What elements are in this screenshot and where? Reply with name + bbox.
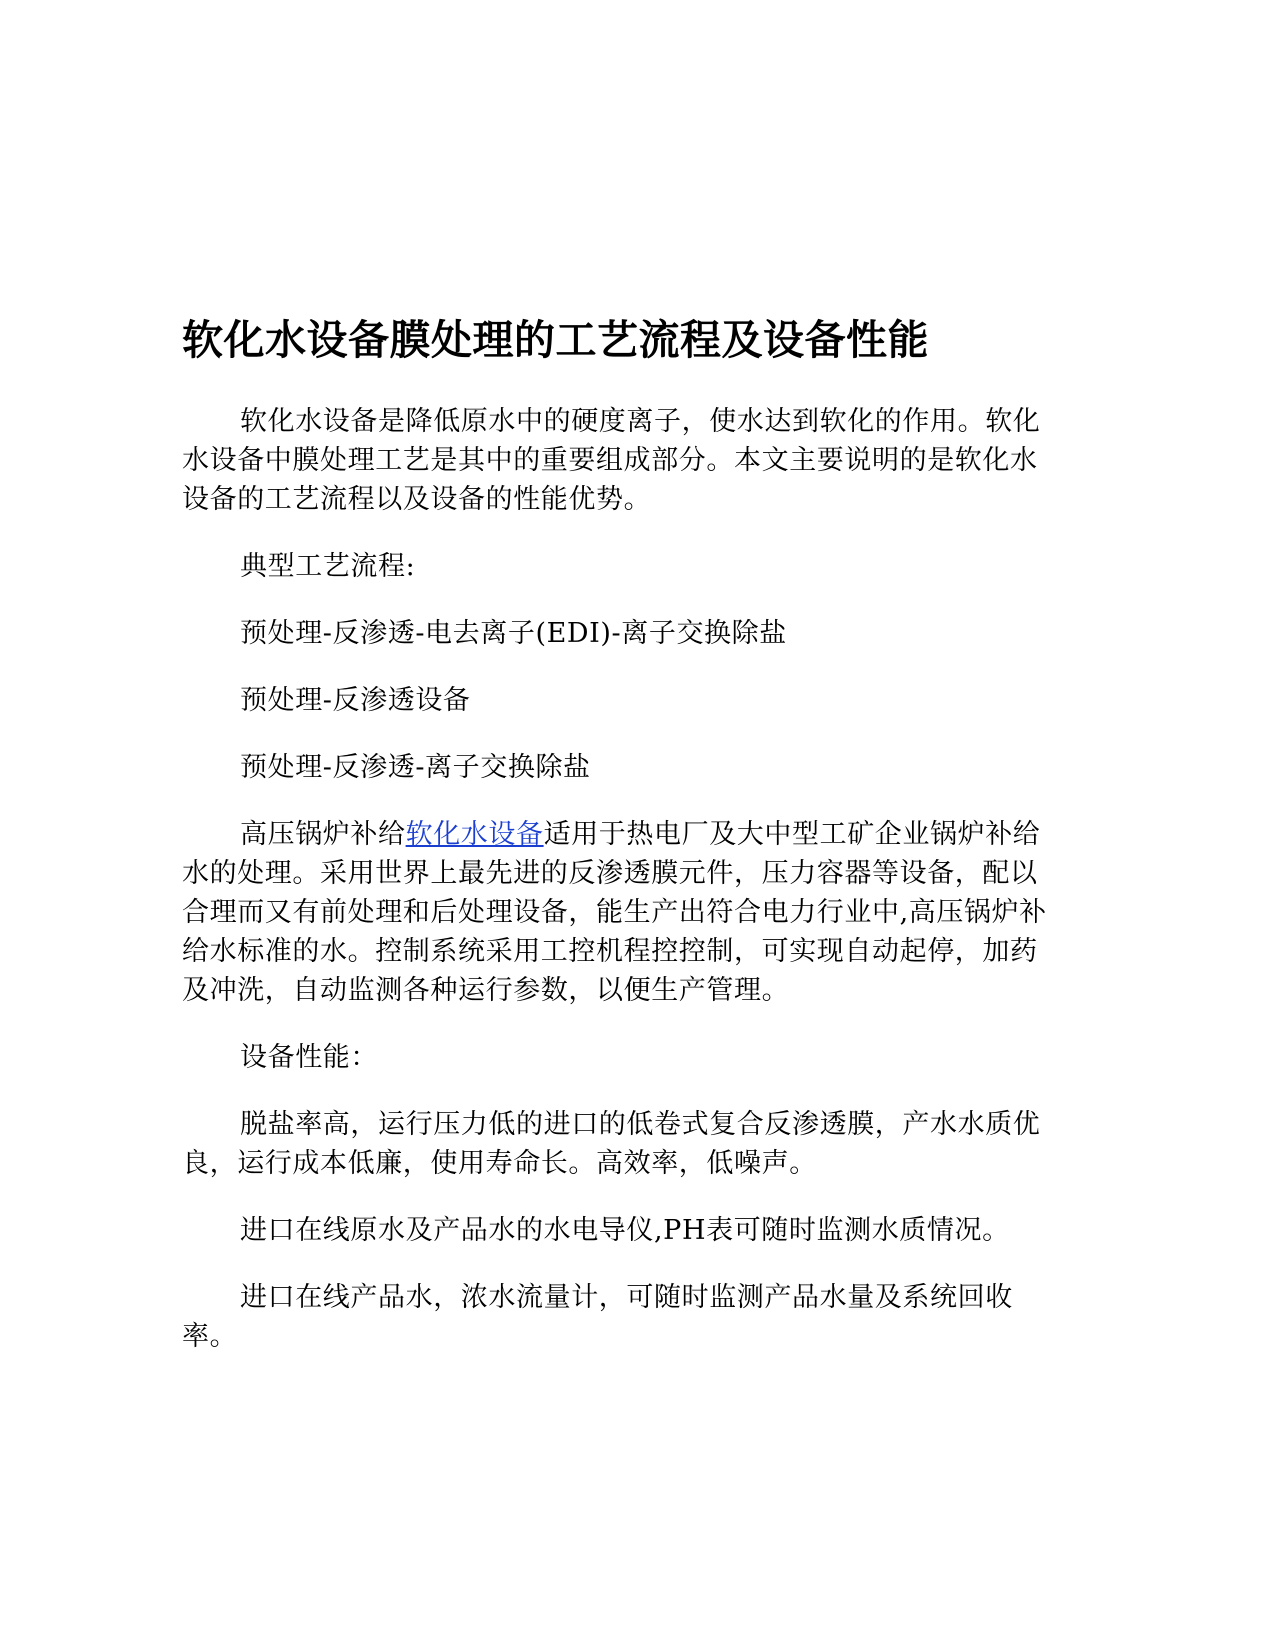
process-item-ro-ion-exchange: 预处理-反渗透-离子交换除盐 bbox=[240, 752, 591, 783]
process-heading: 典型工艺流程: bbox=[240, 551, 416, 582]
document-title: 软化水设备膜处理的工艺流程及设备性能 bbox=[182, 316, 929, 364]
boiler-text-before-link: 高压锅炉补给 bbox=[240, 819, 406, 850]
softened-water-equipment-link[interactable]: 软化水设备 bbox=[405, 819, 544, 850]
intro-paragraph: 软化水设备是降低原水中的硬度离子，使水达到软化的作用。软化水设备中膜处理工艺是其中的重要组成部分。本文主要说明的是软化水设备的工艺流程以及设备的性能优势。 bbox=[182, 406, 1041, 515]
performance-item-membrane: 脱盐率高，运行压力低的进口的低卷式复合反渗透膜，产水水质优良，运行成本低廉，使用寿命长。高效率，低噪声。 bbox=[182, 1109, 1041, 1179]
process-item-edi: 预处理-反渗透-电去离子(EDI)-离子交换除盐 bbox=[240, 618, 787, 649]
boiler-text-after-link: 适用于热电厂及大中型工矿企业锅炉补给水的处理。采用世界上最先进的反渗透膜元件，压力容器等设备，配以合理而又有前处理和后处理设备，能生产出符合电力行业中,高压锅炉补给水标准的水。控制系统采用工控机程控控制，可实现自动起停，加药及冲洗，自动监测各种运行参数，以便生产管理。 bbox=[182, 819, 1047, 1006]
process-item-ro: 预处理-反渗透设备 bbox=[240, 685, 471, 716]
boiler-paragraph bbox=[182, 815, 1062, 1010]
performance-item-conductivity: 进口在线原水及产品水的水电导仪,PH表可随时监测水质情况。 bbox=[240, 1215, 1010, 1246]
document-body bbox=[182, 312, 1062, 1384]
performance-heading: 设备性能： bbox=[240, 1042, 378, 1073]
performance-item-flowmeter: 进口在线产品水，浓水流量计，可随时监测产品水量及系统回收率。 bbox=[182, 1282, 1013, 1352]
